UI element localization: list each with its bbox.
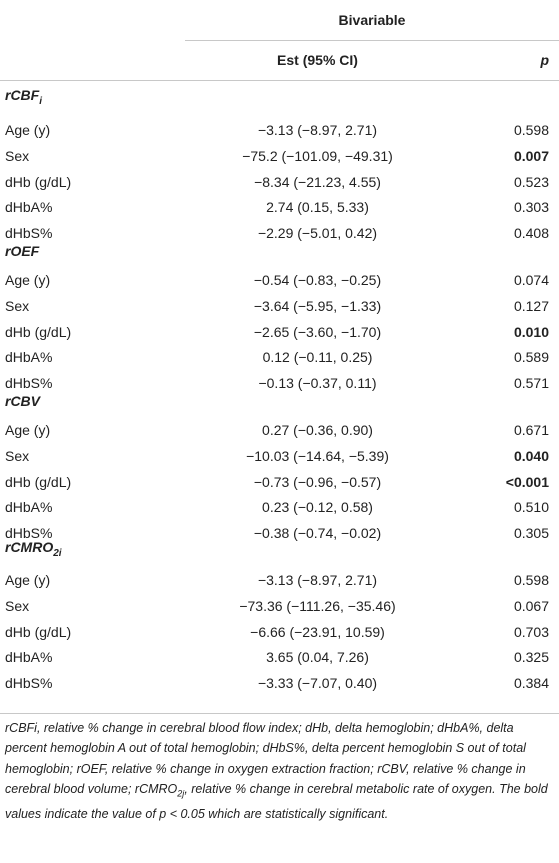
table-row xyxy=(0,168,559,196)
row-label: dHbS% xyxy=(5,525,53,542)
estimate-cell: −3.13 (−8.97, 2.71) xyxy=(257,122,378,138)
row-label: dHbA% xyxy=(5,199,53,216)
estimate-cell: 3.65 (0.04, 7.26) xyxy=(266,649,369,666)
row-label: dHbS% xyxy=(5,225,53,242)
p-value-cell: 0.523 xyxy=(513,173,549,190)
estimate-cell: −75.2 (−101.09, −49.31) xyxy=(242,147,393,164)
row-label: Age (y) xyxy=(5,272,51,288)
estimate-cell: 0.27 (−0.36, 0.90) xyxy=(262,422,373,438)
section-title-text: rCBV xyxy=(5,393,41,409)
p-column-header: p xyxy=(540,52,549,68)
table-row xyxy=(0,318,559,346)
table-row xyxy=(0,116,559,144)
p-value-cell: 0.571 xyxy=(513,375,549,392)
p-value-cell: 0.074 xyxy=(513,272,549,288)
estimate-cell: −0.54 (−0.83, −0.25) xyxy=(253,272,382,288)
p-value-cell: 0.598 xyxy=(513,122,549,138)
group-header xyxy=(185,0,559,41)
section-title-subscript: i xyxy=(39,95,43,107)
footnote-subscript: 2j xyxy=(177,788,185,799)
table-row xyxy=(0,142,559,170)
p-value-cell: 0.408 xyxy=(513,225,549,242)
p-value-cell: 0.067 xyxy=(513,597,549,614)
table-row xyxy=(0,343,559,371)
est-column-header: Est (95% CI) xyxy=(277,52,358,68)
p-value-cell: 0.510 xyxy=(513,499,549,516)
table-row xyxy=(0,369,559,397)
p-value-cell: 0.040 xyxy=(513,447,549,464)
section-title-text: rCMRO xyxy=(5,539,54,555)
table-row xyxy=(0,266,559,294)
row-label: Sex xyxy=(5,297,30,314)
p-value-cell: 0.598 xyxy=(513,572,549,588)
row-label: dHbA% xyxy=(5,499,53,516)
estimate-cell: −2.29 (−5.01, 0.42) xyxy=(257,225,378,242)
row-label: dHbS% xyxy=(5,375,53,392)
table-row xyxy=(0,519,559,547)
p-value-cell: 0.010 xyxy=(513,323,549,340)
row-label: Age (y) xyxy=(5,422,51,438)
table-row xyxy=(0,592,559,620)
estimate-cell: 2.74 (0.15, 5.33) xyxy=(266,199,369,216)
estimate-cell: −3.33 (−7.07, 0.40) xyxy=(257,675,378,692)
estimate-cell: 0.23 (−0.12, 0.58) xyxy=(262,499,373,516)
table-row xyxy=(0,566,559,594)
estimate-cell: −2.65 (−3.60, −1.70) xyxy=(253,323,382,340)
estimate-cell: −73.36 (−111.26, −35.46) xyxy=(239,597,396,614)
table-row xyxy=(0,643,559,671)
p-value-cell: 0.303 xyxy=(513,199,549,216)
row-label: Age (y) xyxy=(5,572,51,588)
table-row xyxy=(0,618,559,646)
row-label: Sex xyxy=(5,147,30,164)
section-title-subscript: 2i xyxy=(53,547,62,559)
p-value-cell: 0.127 xyxy=(513,297,549,314)
footnote-text-2: , relative % change in cerebral metabolic rate of oxygen. The bold values indicate the value of p < 0.05 which are statistically significant. xyxy=(5,782,548,822)
p-value-cell: 0.325 xyxy=(513,649,549,666)
row-label: dHb (g/dL) xyxy=(5,473,72,490)
estimate-cell: −3.64 (−5.95, −1.33) xyxy=(253,297,382,314)
table-row xyxy=(0,193,559,221)
section-title xyxy=(5,539,62,559)
row-label: dHbA% xyxy=(5,649,53,666)
estimate-cell: −10.03 (−14.64, −5.39) xyxy=(246,447,389,464)
p-value-cell: 0.384 xyxy=(513,675,549,692)
p-value-cell: 0.703 xyxy=(513,623,549,640)
p-value-cell: 0.007 xyxy=(513,147,549,164)
row-label: dHb (g/dL) xyxy=(5,323,72,340)
estimate-cell: 0.12 (−0.11, 0.25) xyxy=(262,349,373,366)
p-value-cell: 0.589 xyxy=(513,349,549,366)
p-value-cell: 0.305 xyxy=(513,525,549,542)
estimate-cell: −3.13 (−8.97, 2.71) xyxy=(257,572,378,588)
section-title xyxy=(5,243,39,263)
column-header-row xyxy=(0,40,559,81)
table-row xyxy=(0,219,559,247)
table-footnote xyxy=(5,718,555,825)
table-row xyxy=(0,493,559,521)
table-row xyxy=(0,669,559,697)
group-header-label: Bivariable xyxy=(338,12,406,28)
row-label: Sex xyxy=(5,597,30,614)
section-title xyxy=(5,393,40,413)
p-value-cell: <0.001 xyxy=(505,473,549,490)
estimate-cell: −0.38 (−0.74, −0.02) xyxy=(253,525,382,542)
footnote-divider xyxy=(0,713,559,714)
section-title xyxy=(5,87,42,107)
row-label: dHbS% xyxy=(5,675,53,692)
row-label: dHb (g/dL) xyxy=(5,623,72,640)
table-row xyxy=(0,442,559,470)
footnote-text-1: rCBFi, relative % change in cerebral blood flow index; dHb, delta hemoglobin; dHbA%, delta percent hemoglobin A out of total hemoglobin; dHbS%, delta percent hemoglobin S out of total hemoglobin; rOEF, relative % change in oxygen extraction fraction; rCBV, relative % change in cerebral blood volume; rCMRO xyxy=(5,721,526,797)
row-label: dHb (g/dL) xyxy=(5,173,72,190)
row-label: dHbA% xyxy=(5,349,53,366)
p-value-cell: 0.671 xyxy=(513,422,549,438)
estimate-cell: −8.34 (−21.23, 4.55) xyxy=(254,173,381,190)
section-title-text: rCBF xyxy=(5,87,40,103)
estimate-cell: −6.66 (−23.91, 10.59) xyxy=(250,623,385,640)
table-row xyxy=(0,292,559,320)
table-row xyxy=(0,416,559,444)
section-title-text: rOEF xyxy=(5,243,40,259)
row-label: Age (y) xyxy=(5,122,51,138)
estimate-cell: −0.13 (−0.37, 0.11) xyxy=(258,375,377,392)
row-label: Sex xyxy=(5,447,30,464)
table-row xyxy=(0,468,559,496)
estimate-cell: −0.73 (−0.96, −0.57) xyxy=(253,473,382,490)
